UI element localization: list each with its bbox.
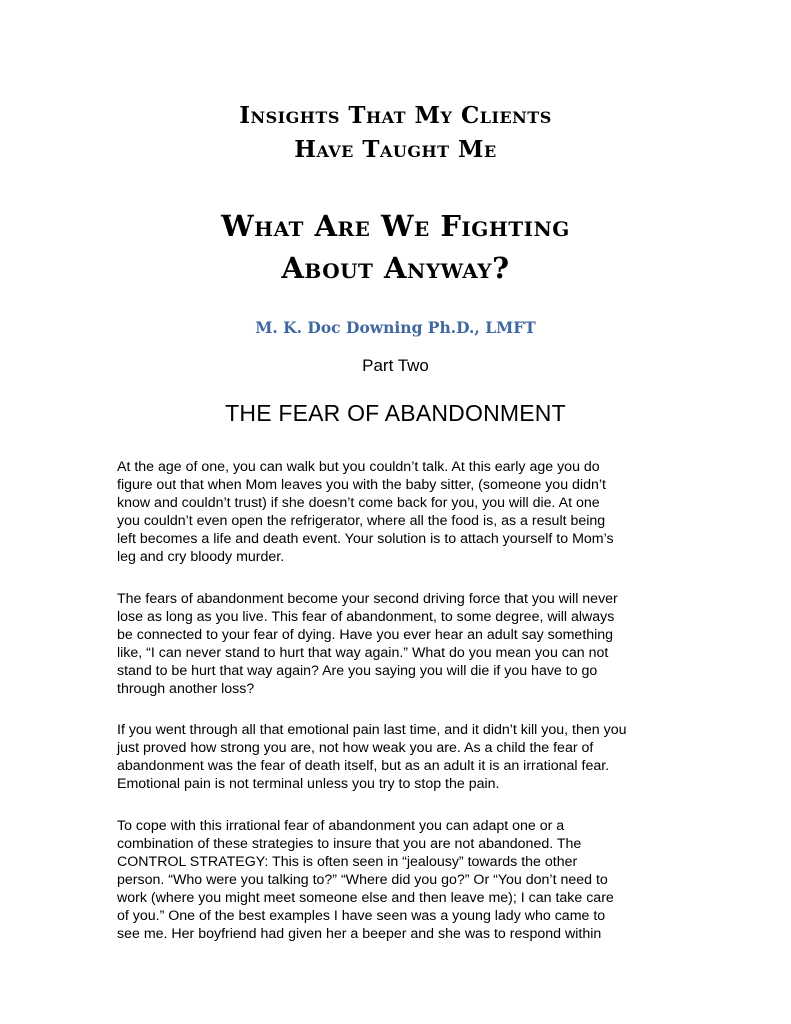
- paragraph-line: figure out that when Mom leaves you with the baby sitter, (someone you didn’t: [117, 477, 606, 494]
- paragraph-line: CONTROL STRATEGY: This is often seen in “jealousy” towards the other: [117, 853, 578, 870]
- paragraph-line: To cope with this irrational fear of abandonment you can adapt one or a: [117, 817, 565, 834]
- paragraph-4: [117, 817, 687, 944]
- paragraph-line: left becomes a life and death event. Your solution is to attach yourself to Mom’s: [117, 531, 614, 548]
- section-heading: THE FEAR OF ABANDONMENT: [225, 400, 566, 426]
- part-label: Part Two: [362, 356, 429, 375]
- paragraph-line: know and couldn’t trust) if she doesn’t come back for you, you will die. At one: [117, 495, 600, 512]
- series-title-line-1: Insights That My Clients: [239, 102, 552, 129]
- paragraph-line: you couldn’t even open the refrigerator, where all the food is, as a result being: [117, 513, 606, 530]
- series-title-line-2: Have Taught Me: [294, 136, 497, 163]
- body-text: [117, 458, 687, 966]
- paragraph-line: The fears of abandonment become your second driving force that you will never: [117, 590, 618, 607]
- paragraph-line: lose as long as you live. This fear of abandonment, to some degree, will always: [117, 608, 615, 625]
- paragraph-3: [117, 721, 687, 793]
- paragraph-line: work (where you might meet someone else and then leave me); I can take care: [117, 889, 614, 906]
- paragraph-line: At the age of one, you can walk but you couldn’t talk. At this early age you do: [117, 459, 600, 475]
- paragraph-line: be connected to your fear of dying. Have you ever hear an adult say something: [117, 626, 614, 643]
- paragraph-2: [117, 590, 687, 699]
- paragraph-line: person. “Who were you talking to?” “Where did you go?” Or “You don’t need to: [117, 871, 608, 888]
- paragraph-line: see me. Her boyfriend had given her a beeper and she was to respond within: [117, 926, 602, 943]
- paragraph-line: abandonment was the fear of death itself, but as an adult it is an irrational fear.: [117, 758, 610, 775]
- paragraph-line: of you.” One of the best examples I have seen was a young lady who came to: [117, 907, 606, 924]
- paragraph-1: [117, 458, 687, 567]
- paragraph-line: leg and cry bloody murder.: [117, 549, 285, 566]
- paragraph-line: stand to be hurt that way again? Are you saying you will die if you have to go: [117, 662, 598, 679]
- article-title-line-1: What Are We Fighting: [221, 209, 570, 243]
- paragraph-line: If you went through all that emotional pain last time, and it didn’t kill you, then you: [117, 722, 627, 739]
- article-title-line-2: About Anyway?: [281, 251, 510, 285]
- paragraph-line: just proved how strong you are, not how weak you are. As a child the fear of: [117, 740, 594, 757]
- paragraph-line: combination of these strategies to insure that you are not abandoned. The: [117, 835, 582, 852]
- paragraph-line: through another loss?: [117, 681, 255, 698]
- author-byline: M. K. Doc Downing Ph.D., LMFT: [255, 318, 536, 337]
- paragraph-line: like, “I can never stand to hurt that way again.” What do you mean you can not: [117, 644, 609, 661]
- paragraph-line: Emotional pain is not terminal unless you try to stop the pain.: [117, 776, 500, 793]
